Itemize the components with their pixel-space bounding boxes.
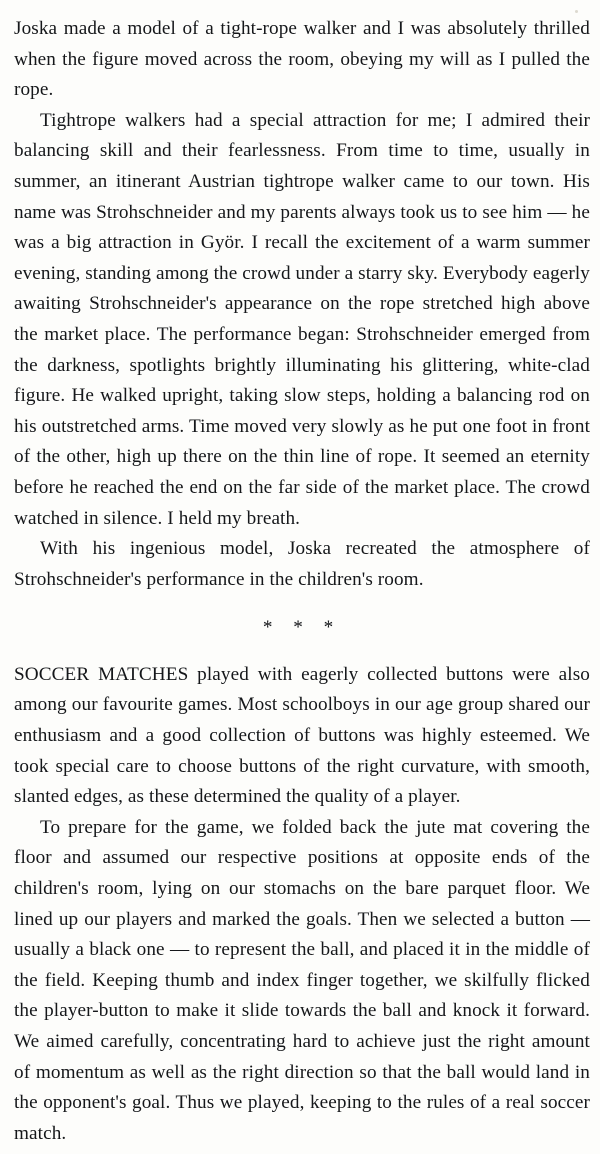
paragraph-1: Joska made a model of a tight-rope walker and I was absolutely thrilled when the figure moved across the room, obeying my will as I pulled the rope. [14,18,590,101]
section-break: * * * [262,617,342,639]
paragraph-3: With his ingenious model, Joska recreated the atmosphere of Strohschneider's performance in the children's room. [14,538,590,590]
paragraph-5: To prepare for the game, we folded back the jute mat covering the floor and assumed our respective positions at opposite ends of the children's room, lying on our stomachs on the bare parquet floor. We lined up our players and marked the goals. Then we selected a button — usually a black one — to represent the ball, and placed it in the middle of the field. Keeping thumb and index finger together, we skilfully flicked the player-button to make it slide towards the ball and knock it forward. We aimed carefully, concentrating hard to achieve just the right amount of momentum as well as the right direction so that the ball would land in the opponent's goal. Thus we played, keeping to the rules of a real soccer match. [14,816,590,1144]
paragraph-4: SOCCER MATCHES played with eagerly collected buttons were also among our favourite games. Most schoolboys in our age group shared our enthusiasm and a good collection of buttons was highly esteemed. We took special care to choose buttons of the right curvature, with smooth, slanted edges, as these determined the quality of a player. [14,663,590,808]
paragraph-2: Tightrope walkers had a special attraction for me; I admired their balancing skill and their fearlessness. From time to time, usually in summer, an itinerant Austrian tightrope walker came to our town. His name was Strohschneider and my parents always took us to see him — he was a big attraction in Györ. I recall the excitement of a warm summer evening, standing among the crowd under a starry sky. Everybody eagerly awaiting Strohschneider's appearance on the rope stretched high above the market place. The performance began: Strohschneider emerged from the darkness, spotlights brightly illuminating his glittering, white-clad figure. He walked upright, taking slow steps, holding a balancing rod on his outstretched arms. Time moved very slowly as he put one foot in front of the other, high up there on the thin line of rope. It seemed an eternity before he reached the end on the far side of the market place. The crowd watched in silence. I held my breath. [14,109,590,529]
page-speckle [575,10,578,13]
